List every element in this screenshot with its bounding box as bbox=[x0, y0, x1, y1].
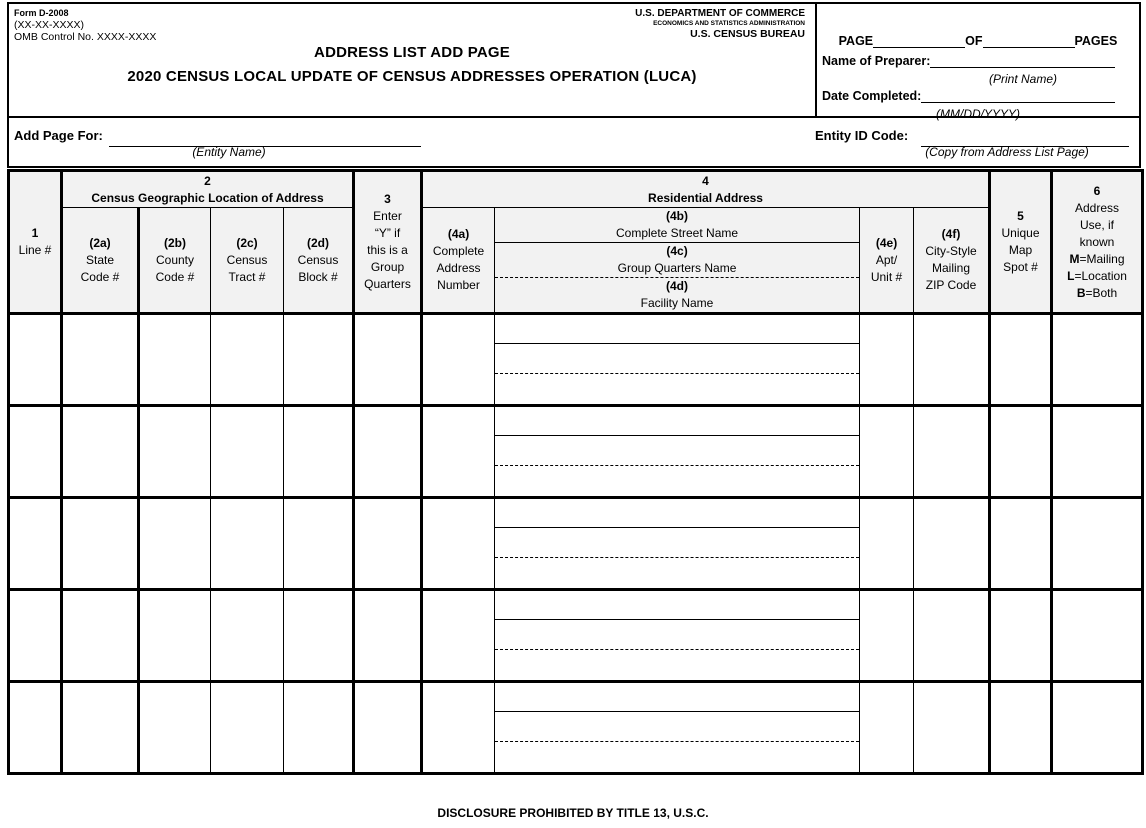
address-list-table bbox=[7, 169, 1144, 775]
cell-group-quarters-flag[interactable] bbox=[354, 498, 422, 590]
cell-line-number[interactable] bbox=[9, 498, 62, 590]
table-row bbox=[9, 498, 1143, 590]
header-street-name: (4b) Complete Street Name bbox=[495, 208, 860, 243]
cell-apt-unit[interactable] bbox=[860, 498, 914, 590]
form-header bbox=[7, 2, 1141, 168]
preparer-label: Name of Preparer: bbox=[822, 54, 931, 68]
table-row bbox=[9, 682, 1143, 774]
header-group-census-location: 2 Census Geographic Location of Address bbox=[62, 171, 354, 208]
header-address-use: 6 Address Use, if known M=Mailing L=Location B=Both bbox=[1052, 171, 1143, 314]
cell-state-code[interactable] bbox=[62, 314, 139, 406]
cell-street-name[interactable] bbox=[495, 682, 860, 712]
cell-census-block[interactable] bbox=[284, 406, 354, 498]
agency-bureau: U.S. CENSUS BUREAU bbox=[690, 28, 805, 40]
cell-census-tract[interactable] bbox=[211, 590, 284, 682]
cell-state-code[interactable] bbox=[62, 498, 139, 590]
pages-label: PAGES bbox=[1074, 34, 1118, 48]
cell-address-number[interactable] bbox=[422, 406, 495, 498]
header-county-code: (2b) County Code # bbox=[139, 208, 211, 314]
cell-address-use[interactable] bbox=[1052, 682, 1143, 774]
cell-address-use[interactable] bbox=[1052, 590, 1143, 682]
date-completed-row bbox=[822, 89, 1115, 103]
page-info-box bbox=[817, 4, 1139, 121]
cell-map-spot[interactable] bbox=[990, 682, 1052, 774]
header-zip-code: (4f) City-Style Mailing ZIP Code bbox=[914, 208, 990, 314]
cell-zip-code[interactable] bbox=[914, 682, 990, 774]
cell-state-code[interactable] bbox=[62, 590, 139, 682]
cell-facility-name[interactable] bbox=[495, 558, 860, 590]
date-completed-label: Date Completed: bbox=[822, 89, 922, 103]
header-census-tract: (2c) Census Tract # bbox=[211, 208, 284, 314]
cell-group-quarters-name[interactable] bbox=[495, 436, 860, 466]
entity-name-hint: (Entity Name) bbox=[192, 145, 266, 159]
header-state-code: (2a) State Code # bbox=[62, 208, 139, 314]
page-subtitle: 2020 CENSUS LOCAL UPDATE OF CENSUS ADDRESSES OPERATION (LUCA) bbox=[127, 68, 697, 85]
cell-group-quarters-flag[interactable] bbox=[354, 682, 422, 774]
add-page-for-row bbox=[9, 118, 1139, 166]
cell-facility-name[interactable] bbox=[495, 742, 860, 774]
cell-census-tract[interactable] bbox=[211, 682, 284, 774]
cell-zip-code[interactable] bbox=[914, 590, 990, 682]
add-page-for-label: Add Page For: bbox=[14, 128, 103, 143]
cell-street-name[interactable] bbox=[495, 406, 860, 436]
agency-administration: ECONOMICS AND STATISTICS ADMINISTRATION bbox=[653, 20, 805, 27]
date-completed-field[interactable] bbox=[921, 90, 1115, 103]
header-map-spot: 5 Unique Map Spot # bbox=[990, 171, 1052, 314]
cell-county-code[interactable] bbox=[139, 406, 211, 498]
cell-apt-unit[interactable] bbox=[860, 406, 914, 498]
cell-apt-unit[interactable] bbox=[860, 590, 914, 682]
cell-line-number[interactable] bbox=[9, 406, 62, 498]
form-date: (XX-XX-XXXX) bbox=[14, 19, 85, 31]
cell-street-name[interactable] bbox=[495, 314, 860, 344]
cell-group-quarters-flag[interactable] bbox=[354, 314, 422, 406]
table-row bbox=[9, 590, 1143, 682]
cell-group-quarters-name[interactable] bbox=[495, 528, 860, 558]
header-group-quarters-name: (4c) Group Quarters Name bbox=[495, 243, 860, 278]
header-line-number: 1 Line # bbox=[9, 171, 62, 314]
date-format-hint: (MM/DD/YYYY) bbox=[936, 107, 1020, 121]
table-row bbox=[9, 406, 1143, 498]
cell-group-quarters-flag[interactable] bbox=[354, 590, 422, 682]
cell-apt-unit[interactable] bbox=[860, 682, 914, 774]
entity-id-hint: (Copy from Address List Page) bbox=[925, 145, 1089, 159]
cell-address-number[interactable] bbox=[422, 682, 495, 774]
cell-line-number[interactable] bbox=[9, 590, 62, 682]
form-header-top bbox=[9, 4, 1139, 121]
print-name-hint: (Print Name) bbox=[988, 72, 1057, 86]
cell-address-number[interactable] bbox=[422, 498, 495, 590]
cell-map-spot[interactable] bbox=[990, 314, 1052, 406]
cell-facility-name[interactable] bbox=[495, 374, 860, 406]
cell-county-code[interactable] bbox=[139, 682, 211, 774]
cell-group-quarters-name[interactable] bbox=[495, 344, 860, 374]
cell-census-block[interactable] bbox=[284, 498, 354, 590]
form-number: Form D-2008 bbox=[14, 8, 69, 18]
cell-zip-code[interactable] bbox=[914, 406, 990, 498]
entity-id-label: Entity ID Code: bbox=[815, 128, 909, 143]
table-row bbox=[9, 314, 1143, 406]
page-of-pages-row bbox=[817, 34, 1139, 48]
omb-control-number: OMB Control No. XXXX-XXXX bbox=[14, 31, 157, 43]
preparer-row bbox=[822, 54, 1115, 68]
header-facility-name: (4d) Facility Name bbox=[495, 278, 860, 314]
header-group-residential-address: 4 Residential Address bbox=[422, 171, 990, 208]
cell-map-spot[interactable] bbox=[990, 590, 1052, 682]
cell-line-number[interactable] bbox=[9, 682, 62, 774]
cell-group-quarters-flag[interactable] bbox=[354, 406, 422, 498]
cell-county-code[interactable] bbox=[139, 590, 211, 682]
page-title: ADDRESS LIST ADD PAGE bbox=[314, 44, 510, 61]
cell-census-tract[interactable] bbox=[211, 498, 284, 590]
cell-street-name[interactable] bbox=[495, 590, 860, 620]
cell-facility-name[interactable] bbox=[495, 650, 860, 682]
cell-census-block[interactable] bbox=[284, 314, 354, 406]
disclosure-notice: DISCLOSURE PROHIBITED BY TITLE 13, U.S.C. bbox=[437, 806, 709, 820]
header-apt-unit: (4e) Apt/ Unit # bbox=[860, 208, 914, 314]
cell-line-number[interactable] bbox=[9, 314, 62, 406]
cell-state-code[interactable] bbox=[62, 682, 139, 774]
cell-county-code[interactable] bbox=[139, 314, 211, 406]
cell-state-code[interactable] bbox=[62, 406, 139, 498]
cell-county-code[interactable] bbox=[139, 498, 211, 590]
agency-department: U.S. DEPARTMENT OF COMMERCE bbox=[635, 8, 805, 19]
total-pages-field[interactable] bbox=[983, 35, 1075, 48]
table-header bbox=[9, 171, 1143, 314]
cell-address-number[interactable] bbox=[422, 314, 495, 406]
agency-block bbox=[635, 9, 805, 39]
form-titles bbox=[9, 44, 815, 85]
page-label: PAGE bbox=[838, 34, 874, 48]
cell-street-name[interactable] bbox=[495, 498, 860, 528]
cell-apt-unit[interactable] bbox=[860, 314, 914, 406]
cell-group-quarters-name[interactable] bbox=[495, 620, 860, 650]
header-address-number: (4a) Complete Address Number bbox=[422, 208, 495, 314]
cell-zip-code[interactable] bbox=[914, 314, 990, 406]
cell-facility-name[interactable] bbox=[495, 466, 860, 498]
form-identification bbox=[14, 7, 156, 43]
page-number-field[interactable] bbox=[873, 35, 965, 48]
cell-address-number[interactable] bbox=[422, 590, 495, 682]
of-label: OF bbox=[965, 34, 983, 48]
cell-group-quarters-name[interactable] bbox=[495, 712, 860, 742]
cell-address-use[interactable] bbox=[1052, 406, 1143, 498]
cell-address-use[interactable] bbox=[1052, 314, 1143, 406]
cell-map-spot[interactable] bbox=[990, 406, 1052, 498]
cell-census-block[interactable] bbox=[284, 682, 354, 774]
header-census-block: (2d) Census Block # bbox=[284, 208, 354, 314]
preparer-name-field[interactable] bbox=[930, 55, 1115, 68]
cell-map-spot[interactable] bbox=[990, 498, 1052, 590]
cell-census-tract[interactable] bbox=[211, 406, 284, 498]
cell-address-use[interactable] bbox=[1052, 498, 1143, 590]
header-group-quarters-flag: 3 Enter “Y” if this is a Group Quarters bbox=[354, 171, 422, 314]
cell-zip-code[interactable] bbox=[914, 498, 990, 590]
cell-census-tract[interactable] bbox=[211, 314, 284, 406]
cell-census-block[interactable] bbox=[284, 590, 354, 682]
